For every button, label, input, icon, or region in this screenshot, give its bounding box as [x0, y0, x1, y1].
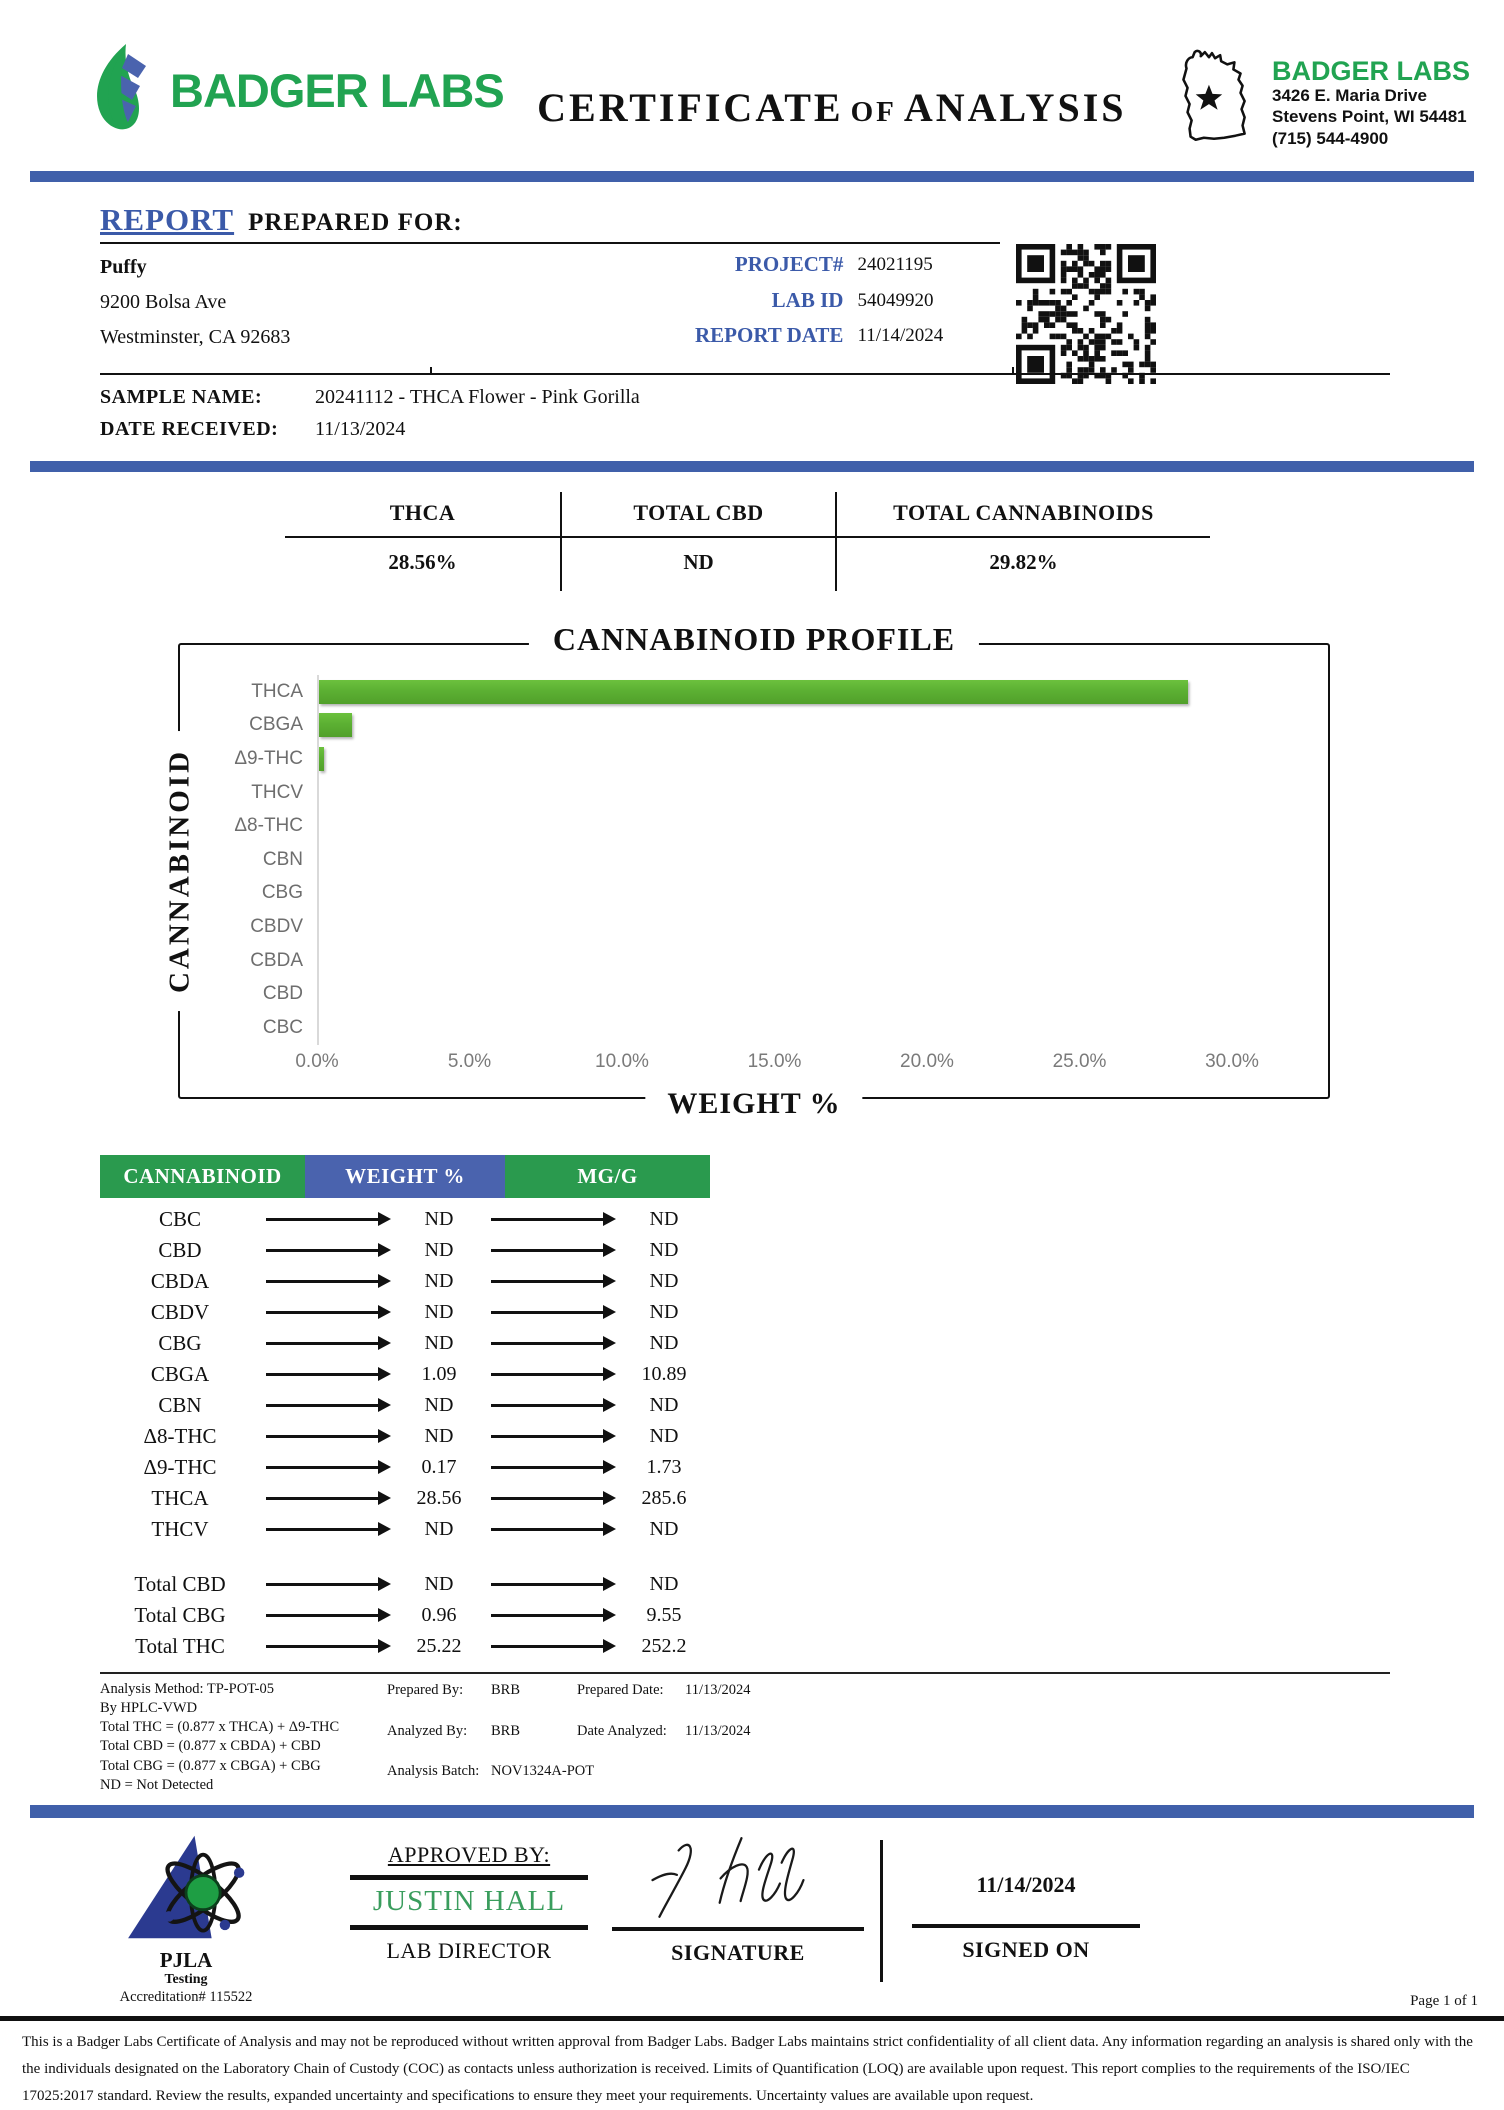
table-row-weight: ND — [424, 1301, 454, 1323]
chart-x-axis-ticks — [295, 1051, 1259, 1075]
chart-category-label: CBG — [261, 882, 303, 904]
chart-x-tick: 15.0% — [747, 1051, 802, 1072]
table-row-mgg: ND — [649, 1208, 679, 1230]
lab-id-value: 54049920 — [857, 289, 934, 311]
preparation-notes — [387, 1682, 795, 1795]
date-received-label: DATE RECEIVED: — [100, 418, 279, 440]
chart-row — [180, 843, 1232, 877]
chart-rows — [180, 675, 1232, 1041]
arrow-right-icon — [491, 1528, 604, 1531]
arrow-right-icon — [491, 1373, 604, 1376]
report-date-value: 11/14/2024 — [857, 325, 944, 347]
arrow-right-icon — [266, 1342, 379, 1345]
table-row-mgg: 1.73 — [646, 1456, 682, 1478]
date-analyzed-value: 11/13/2024 — [685, 1722, 751, 1739]
table-row-mgg: ND — [649, 1425, 679, 1447]
chart-row — [180, 1011, 1232, 1045]
divider-line — [350, 1875, 588, 1880]
signed-on-label: SIGNED ON — [962, 1936, 1090, 1962]
chart-bar-track — [317, 877, 1232, 911]
summary-col-total-cbd: TOTAL CBD ND — [560, 492, 835, 591]
qr-code — [1016, 244, 1156, 389]
summary-col-thca: THCA 28.56% — [285, 492, 560, 591]
table-row — [100, 1390, 710, 1421]
chart-category-label: Δ9-THC — [234, 747, 303, 769]
arrow-right-icon — [266, 1373, 379, 1376]
table-row-weight: ND — [424, 1208, 454, 1230]
chart-category-label: CBGA — [249, 714, 303, 736]
chart-bar-track — [317, 809, 1232, 843]
table-row-name: CBGA — [150, 1362, 210, 1386]
arrow-right-icon — [491, 1645, 604, 1648]
table-row-name: Total THC — [135, 1634, 225, 1658]
signed-on-block — [912, 1844, 1140, 1963]
pjla-logo-icon — [111, 1929, 261, 1946]
analysis-note-line: Total CBD = (0.877 x CBDA) + CBD — [100, 1738, 321, 1755]
brand-name: BADGER LABS — [170, 64, 504, 117]
table-row-name: Δ9-THC — [143, 1455, 217, 1479]
chart-x-tick: 25.0% — [1052, 1051, 1107, 1072]
wisconsin-outline-icon — [1160, 46, 1264, 157]
lab-address-2: Stevens Point, WI 54481 — [1271, 107, 1467, 127]
table-row-name: CBG — [158, 1331, 202, 1355]
table-row-mgg: ND — [649, 1394, 679, 1416]
signature-block — [612, 1826, 864, 1966]
cannabinoid-profile-chart — [163, 621, 1330, 1120]
table-row-mgg: ND — [649, 1270, 679, 1292]
table-row-mgg: 285.6 — [641, 1487, 687, 1509]
signature-label: SIGNATURE — [671, 1939, 805, 1965]
chart-title: CANNABINOID PROFILE — [529, 621, 979, 658]
table-row-mgg: 252.2 — [641, 1635, 687, 1657]
client-address-2: Westminster, CA 92683 — [100, 326, 291, 348]
certificate-title: CERTIFICATE OF ANALYSIS — [537, 85, 1127, 130]
prepared-by-label: Prepared By: — [387, 1682, 464, 1698]
chart-x-tick: 30.0% — [1205, 1051, 1259, 1072]
table-row-mgg: 9.55 — [646, 1604, 682, 1626]
lab-phone: (715) 544-4900 — [1271, 128, 1389, 148]
date-analyzed-label: Date Analyzed: — [577, 1722, 667, 1739]
chart-row — [180, 776, 1232, 810]
chart-bar-track — [317, 742, 1232, 776]
arrow-right-icon — [491, 1249, 604, 1252]
table-gap — [100, 1545, 710, 1569]
table-row-mgg: ND — [649, 1332, 679, 1354]
chart-category-label: Δ8-THC — [234, 815, 303, 837]
client-name: Puffy — [100, 256, 147, 278]
report-date-label: REPORT DATE — [695, 323, 844, 348]
divider-bar-top — [30, 171, 1474, 182]
pjla-accreditation-logo — [96, 1830, 276, 2005]
chart-category-label: CBDA — [250, 949, 303, 971]
table-row-mgg: ND — [649, 1518, 679, 1540]
table-row — [100, 1204, 710, 1235]
chart-x-tick: 20.0% — [900, 1051, 954, 1072]
chart-row — [180, 944, 1232, 978]
approver-name: JUSTIN HALL — [372, 1884, 566, 1917]
table-row-name: Δ8-THC — [143, 1424, 217, 1448]
chart-row — [180, 675, 1232, 709]
table-row-mgg: ND — [649, 1239, 679, 1261]
rule-tick — [430, 367, 432, 375]
chart-category-label: CBC — [262, 1016, 303, 1038]
table-row-name: CBC — [158, 1207, 202, 1231]
chart-row — [180, 910, 1232, 944]
table-row-name: CBDA — [150, 1269, 210, 1293]
table-row-weight: 25.22 — [416, 1635, 462, 1657]
table-header-mgg: MG/G — [505, 1155, 710, 1198]
table-row-weight: ND — [424, 1239, 454, 1261]
chart-bar-track — [317, 843, 1232, 877]
sample-name-value: 20241112 - THCA Flower - Pink Gorilla — [315, 386, 640, 408]
analysis-note-line: Total THC = (0.877 x THCA) + Δ9-THC — [100, 1719, 340, 1736]
signature-handwriting — [618, 1909, 858, 1926]
table-row-name: Total CBD — [134, 1572, 226, 1596]
table-row-weight: ND — [424, 1425, 454, 1447]
table-row — [100, 1569, 710, 1600]
arrow-right-icon — [266, 1218, 379, 1221]
table-row-name: THCA — [151, 1486, 209, 1510]
arrow-right-icon — [266, 1311, 379, 1314]
pjla-testing-label: Testing — [164, 1972, 208, 1988]
pjla-name: PJLA — [159, 1947, 213, 1972]
chart-row — [180, 742, 1232, 776]
prepared-date-label: Prepared Date: — [577, 1682, 664, 1698]
arrow-right-icon — [266, 1645, 379, 1648]
lab-id-label: LAB ID — [771, 287, 844, 312]
table-row-weight: ND — [424, 1332, 454, 1354]
analysis-notes — [100, 1672, 1390, 1795]
signed-on-date: 11/14/2024 — [976, 1871, 1076, 1897]
page-number: Page 1 of 1 — [1410, 1992, 1478, 2009]
table-row-weight: ND — [424, 1518, 454, 1540]
cannabinoid-table-header — [100, 1155, 710, 1198]
report-heading-black: PREPARED FOR: — [248, 209, 463, 236]
analysis-batch-label: Analysis Batch: — [387, 1763, 480, 1780]
chart-x-tick: 5.0% — [447, 1051, 492, 1072]
lab-name: BADGER LABS — [1271, 56, 1470, 86]
table-row-mgg: 10.89 — [641, 1363, 687, 1385]
table-row-name: Total CBG — [134, 1603, 226, 1627]
analysis-note-line: Analysis Method: TP-POT-05 — [100, 1681, 275, 1697]
arrow-right-icon — [491, 1311, 604, 1314]
table-row-weight: ND — [424, 1573, 454, 1595]
analysis-batch-value: NOV1324A-POT — [491, 1763, 595, 1780]
arrow-right-icon — [491, 1435, 604, 1438]
chart-x-axis-label: WEIGHT % — [645, 1087, 862, 1121]
chart-bar-track — [317, 977, 1232, 1011]
table-row-weight: 0.17 — [421, 1456, 457, 1478]
chart-category-label: THCV — [251, 781, 303, 803]
divider-bar-middle — [30, 461, 1474, 472]
table-row-mgg: ND — [649, 1301, 679, 1323]
divider-bar-bottom — [30, 1805, 1474, 1818]
rule-tick — [1012, 367, 1014, 375]
report-heading-blue: REPORT — [100, 202, 235, 237]
chart-bar — [319, 747, 324, 771]
arrow-right-icon — [491, 1466, 604, 1469]
table-row-name: CBN — [158, 1393, 202, 1417]
brand-logo-left — [88, 40, 504, 141]
project-number-label: PROJECT# — [734, 252, 844, 276]
chart-bar-track — [317, 776, 1232, 810]
table-row — [100, 1328, 710, 1359]
arrow-right-icon — [266, 1614, 379, 1617]
date-received-value: 11/13/2024 — [315, 418, 406, 440]
table-row — [100, 1359, 710, 1390]
table-row-weight: 28.56 — [416, 1487, 462, 1509]
approval-section — [0, 1830, 1504, 2012]
table-row-weight: ND — [424, 1394, 454, 1416]
signature-divider-line — [880, 1840, 883, 1982]
sample-name-label: SAMPLE NAME: — [100, 386, 263, 408]
report-heading — [100, 202, 1404, 238]
signature-line — [612, 1927, 864, 1931]
cannabinoid-table-body — [100, 1204, 710, 1662]
leaf-logo-icon — [88, 40, 160, 141]
summary-col-total-cannabinoids: TOTAL CANNABINOIDS 29.82% — [835, 492, 1210, 591]
table-row-name: THCV — [151, 1517, 209, 1541]
chart-category-label: CBD — [262, 983, 303, 1005]
analyzed-by-label: Analyzed By: — [387, 1722, 468, 1739]
chart-y-axis-label: CANNABINOID — [164, 731, 197, 1011]
client-info — [100, 250, 520, 355]
approved-by-block — [350, 1842, 588, 1964]
table-row — [100, 1266, 710, 1297]
summary-table — [285, 492, 1504, 591]
arrow-right-icon — [266, 1404, 379, 1407]
chart-bar-track — [317, 910, 1232, 944]
pjla-accreditation-number: Accreditation# 115522 — [119, 1988, 253, 2005]
arrow-right-icon — [266, 1249, 379, 1252]
approved-by-label: APPROVED BY: — [387, 1841, 551, 1867]
lab-address-1: 3426 E. Maria Drive — [1271, 86, 1427, 105]
table-header-cannabinoid: CANNABINOID — [100, 1155, 305, 1198]
table-row — [100, 1514, 710, 1545]
chart-row — [180, 977, 1232, 1011]
arrow-right-icon — [266, 1583, 379, 1586]
chart-row — [180, 877, 1232, 911]
arrow-right-icon — [266, 1528, 379, 1531]
chart-category-label: CBDV — [250, 915, 303, 937]
project-number-value: 24021195 — [857, 254, 933, 275]
footer-rule — [0, 2016, 1504, 2021]
arrow-right-icon — [266, 1466, 379, 1469]
sample-section — [100, 373, 1390, 445]
chart-bar-track — [317, 709, 1232, 743]
table-row — [100, 1421, 710, 1452]
chart-x-tick: 0.0% — [295, 1051, 339, 1072]
prepared-date-value: 11/13/2024 — [685, 1682, 751, 1698]
report-heading-rule — [100, 242, 1000, 244]
analysis-note-line: ND = Not Detected — [100, 1776, 214, 1793]
analyzed-by-value: BRB — [491, 1722, 521, 1739]
arrow-right-icon — [491, 1280, 604, 1283]
analysis-note-line: Total CBG = (0.877 x CBGA) + CBG — [100, 1757, 321, 1774]
table-row — [100, 1631, 710, 1662]
arrow-right-icon — [491, 1614, 604, 1617]
chart-category-label: CBN — [262, 848, 303, 870]
chart-row — [180, 809, 1232, 843]
chart-bar-track — [317, 1011, 1232, 1045]
chart-bar — [319, 680, 1188, 704]
arrow-right-icon — [491, 1497, 604, 1500]
table-row-name: CBD — [158, 1238, 202, 1262]
arrow-right-icon — [491, 1583, 604, 1586]
page-header — [0, 0, 1504, 157]
table-row-weight: ND — [424, 1270, 454, 1292]
chart-row — [180, 709, 1232, 743]
signed-on-line — [912, 1924, 1140, 1928]
table-row-name: CBDV — [150, 1300, 210, 1324]
arrow-right-icon — [491, 1218, 604, 1221]
arrow-right-icon — [266, 1497, 379, 1500]
client-address-1: 9200 Bolsa Ave — [100, 291, 227, 313]
table-header-weight: WEIGHT % — [305, 1155, 505, 1198]
disclaimer-text: This is a Badger Labs Certificate of Analysis and may not be reproduced without written approval from Badger Labs. Badger Labs maintains strict confidentiality of all client data. Any information regarding an analysis is shared only with the the individuals designated on the Laboratory Chain of Custody (COC) as contacts unless authorization is received. Limits of Quantification (LOQ) are available upon request. This report complies to the requirements of the ISO/IEC 17025:2017 standard. Review the results, expanded uncertainty and specifications to ensure they meet your requirements. Uncertainty values are available upon request. — [22, 2033, 1473, 2104]
chart-bar-track — [317, 944, 1232, 978]
report-prepared-section — [100, 202, 1404, 355]
chart-bar-track — [317, 675, 1232, 709]
chart-bar — [319, 713, 352, 737]
divider-line — [350, 1925, 588, 1930]
arrow-right-icon — [266, 1280, 379, 1283]
analysis-method-notes — [100, 1680, 387, 1795]
chart-x-tick: 10.0% — [595, 1051, 649, 1072]
arrow-right-icon — [491, 1404, 604, 1407]
approver-title: LAB DIRECTOR — [386, 1937, 552, 1963]
table-row-weight: 0.96 — [421, 1604, 457, 1626]
table-row-weight: 1.09 — [421, 1363, 457, 1385]
table-row-mgg: ND — [649, 1573, 679, 1595]
table-row — [100, 1235, 710, 1266]
project-info — [695, 252, 943, 355]
cannabinoid-table — [100, 1155, 710, 1662]
arrow-right-icon — [491, 1342, 604, 1345]
prepared-by-value: BRB — [491, 1682, 521, 1698]
arrow-right-icon — [266, 1435, 379, 1438]
table-row — [100, 1452, 710, 1483]
lab-address-block — [1160, 46, 1470, 157]
analysis-note-line: By HPLC-VWD — [100, 1700, 198, 1717]
table-row — [100, 1600, 710, 1631]
chart-category-label: THCA — [251, 680, 303, 702]
table-row — [100, 1483, 710, 1514]
table-row — [100, 1297, 710, 1328]
